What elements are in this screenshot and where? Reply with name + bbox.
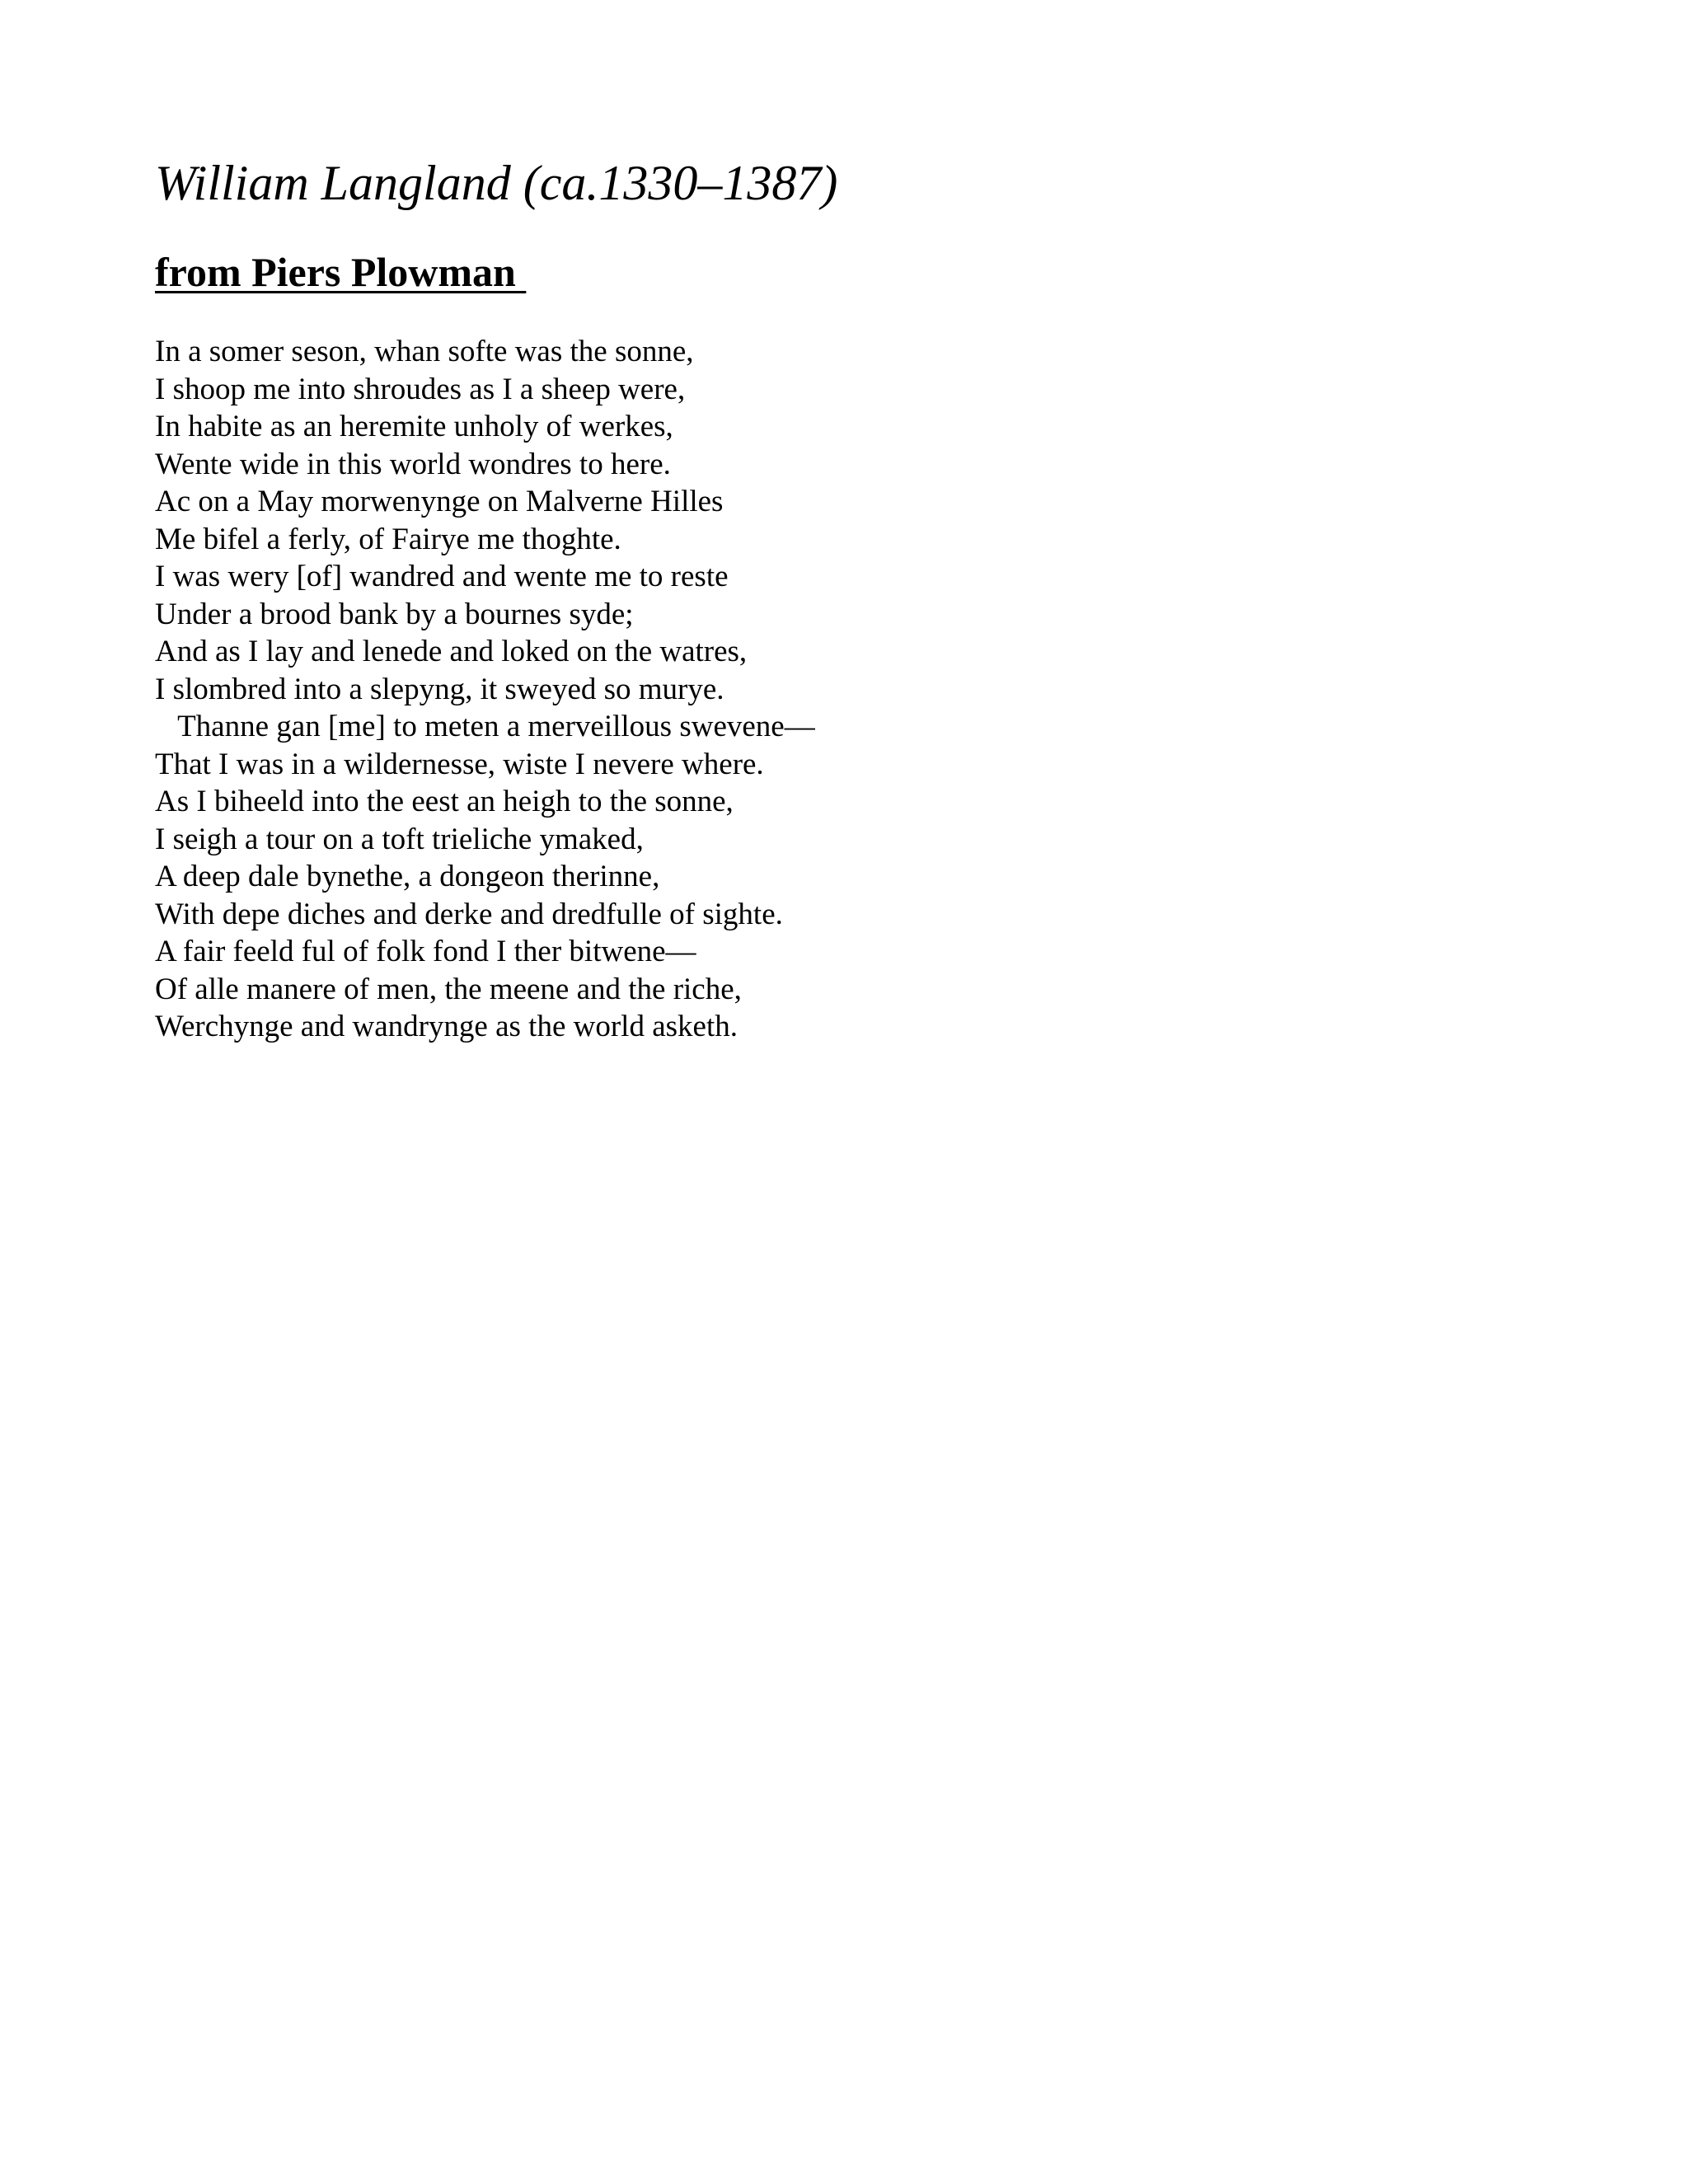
poem-line: Wente wide in this world wondres to here. <box>155 447 671 481</box>
work-title: from Piers Plowman <box>155 249 527 295</box>
poem-line: And as I lay and lenede and loked on the watres, <box>155 635 748 668</box>
poem-line: Under a brood bank by a bournes syde; <box>155 597 634 631</box>
poem-line: I seigh a tour on a toft trieliche ymaked, <box>155 822 644 856</box>
poem-line: That I was in a wildernesse, wiste I nevere where. <box>155 747 764 781</box>
poem-line: Werchynge and wandrynge as the world asketh. <box>155 1010 738 1043</box>
poem-line: In habite as an heremite unholy of werkes, <box>155 410 673 443</box>
poem-line: I shoop me into shroudes as I a sheep were, <box>155 372 686 406</box>
poem-line: Of alle manere of men, the meene and the riche, <box>155 972 742 1006</box>
poem-line: Thanne gan [me] to meten a merveillous swevene— <box>155 710 815 743</box>
author-heading: William Langland (ca.1330–1387) <box>155 156 838 210</box>
poem-text <box>155 333 815 1046</box>
poem-line: Me bifel a ferly, of Fairye me thoghte. <box>155 522 621 556</box>
poem-line: A fair feeld ful of folk fond I ther bitwene— <box>155 935 696 968</box>
poem-line: With depe diches and derke and dredfulle of sighte. <box>155 897 783 931</box>
poem-line: I slombred into a slepyng, it sweyed so murye. <box>155 672 724 706</box>
poem-line: As I biheeld into the eest an heigh to the sonne, <box>155 785 734 818</box>
poem-line: In a somer seson, whan softe was the sonne, <box>155 335 694 368</box>
poem-line: Ac on a May morwenynge on Malverne Hilles <box>155 485 724 518</box>
poem-line: A deep dale bynethe, a dongeon therinne, <box>155 860 660 893</box>
poem-line: I was wery [of] wandred and wente me to reste <box>155 560 729 593</box>
